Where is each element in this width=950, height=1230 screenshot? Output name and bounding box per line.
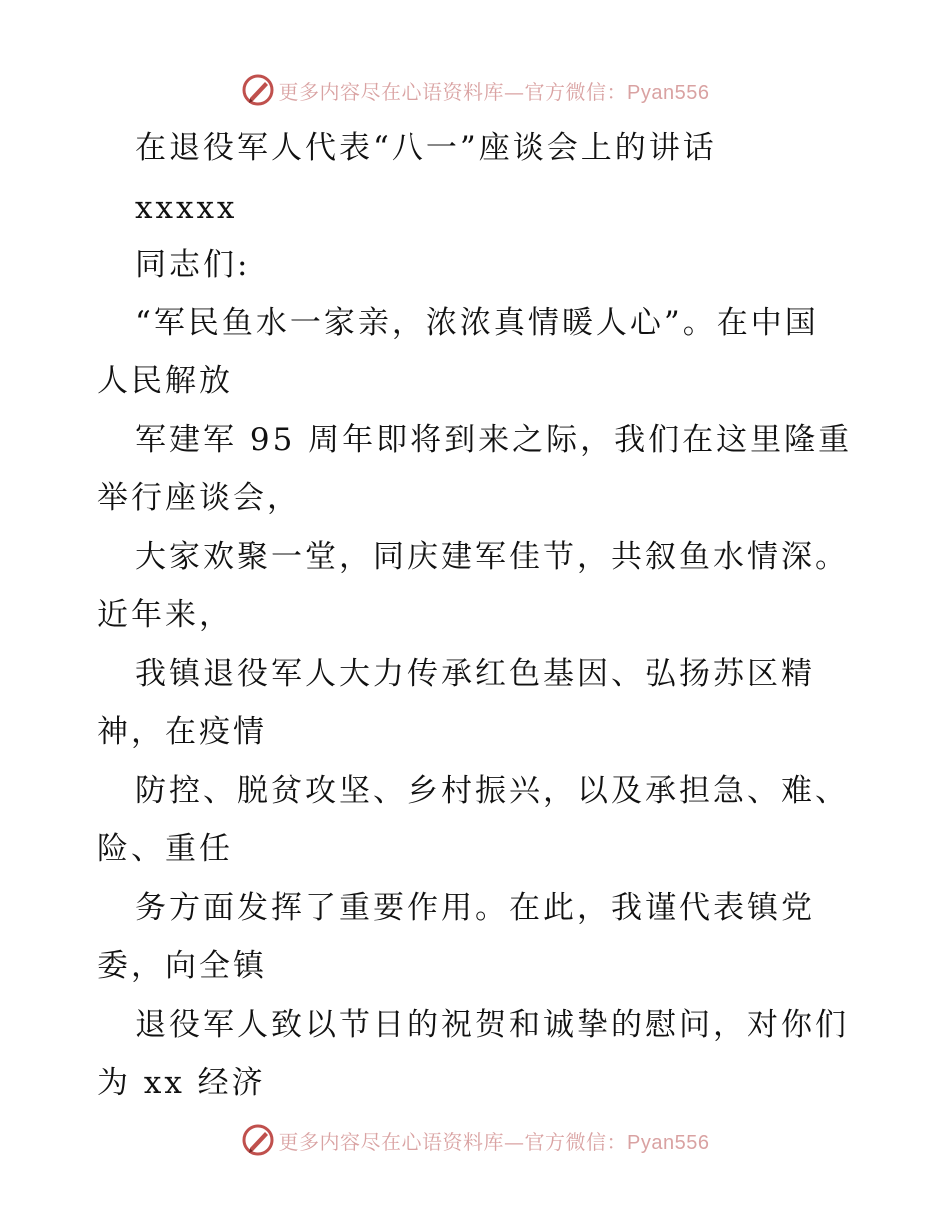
paragraph-line: 人民解放 <box>97 363 233 399</box>
salutation: 同志们: <box>135 247 251 283</box>
paragraph-line: 险、重任 <box>97 831 233 867</box>
document-title: 在退役军人代表“八一”座谈会上的讲话 <box>135 130 717 166</box>
paragraph-line: 神，在疫情 <box>97 714 267 750</box>
paragraph-line: 举行座谈会， <box>97 480 301 516</box>
watermark-text: 更多内容尽在心语资料库—官方微信：Pyan556 <box>278 1129 710 1154</box>
paragraph-line: “军民鱼水一家亲，浓浓真情暖人心”。在中国 <box>135 305 819 341</box>
document-author: xxxxx <box>135 190 238 226</box>
footer-watermark <box>0 1118 950 1162</box>
paragraph-line: 我镇退役军人大力传承红色基因、弘扬苏区精 <box>135 656 815 692</box>
paragraph-line: 军建军 95 周年即将到来之际，我们在这里隆重 <box>135 422 853 458</box>
paragraph-line: 为 xx 经济 <box>97 1065 266 1101</box>
paragraph-line: 防控、脱贫攻坚、乡村振兴，以及承担急、难、 <box>135 773 849 809</box>
paragraph-line: 退役军人致以节日的祝贺和诚挚的慰问，对你们 <box>135 1007 849 1043</box>
paragraph-line: 委，向全镇 <box>97 948 267 984</box>
logo-icon <box>241 1123 275 1157</box>
paragraph-line: 大家欢聚一堂，同庆建军佳节，共叙鱼水情深。 <box>135 539 849 575</box>
logo-icon <box>241 73 275 107</box>
paragraph-line: 务方面发挥了重要作用。在此，我谨代表镇党 <box>135 890 815 926</box>
header-watermark <box>0 68 950 112</box>
watermark-text: 更多内容尽在心语资料库—官方微信：Pyan556 <box>278 79 710 104</box>
paragraph-line: 近年来， <box>97 597 233 633</box>
